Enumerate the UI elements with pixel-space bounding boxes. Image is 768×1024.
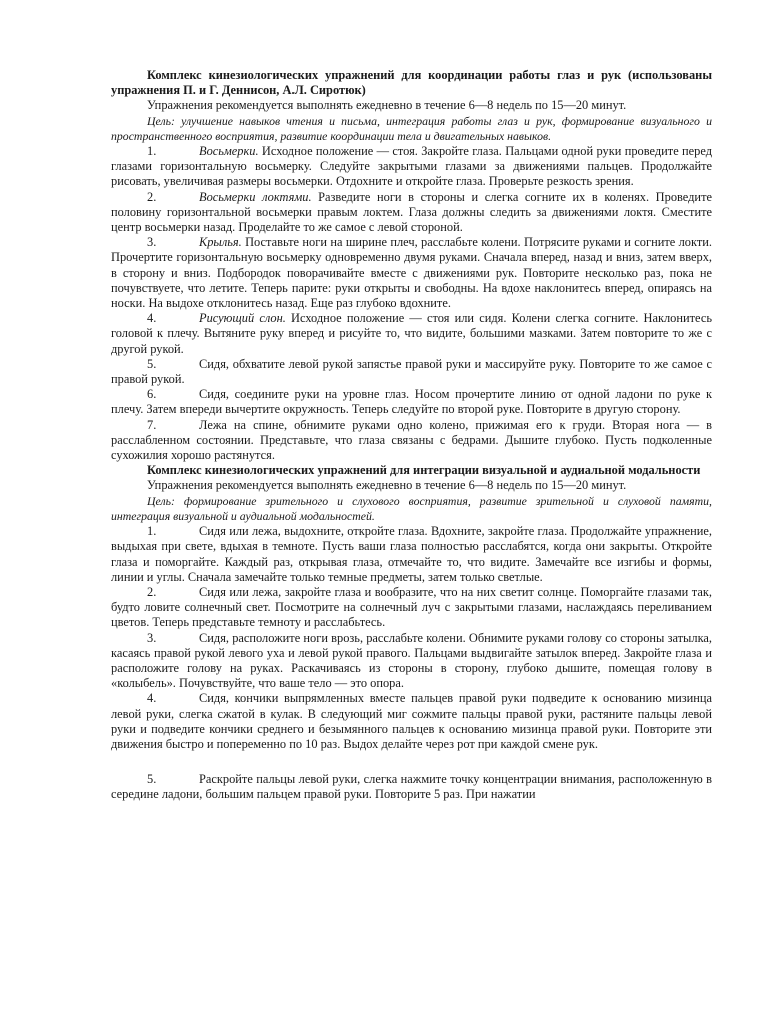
item-text: Разведите ноги в стороны и слегка согните их в коленях. Проведите половину горизонтальной восьмерки правым локтем. Глаза должны следить за движениями локтя. Сместите центр восьмерки назад. Проделайте то же самое с левой стороной. <box>111 189 712 235</box>
item-number: 3. <box>147 630 157 645</box>
item-name: Восьмерки. <box>199 144 259 159</box>
section-2-intro: Упражнения рекомендуется выполнять ежедневно в течение 6—8 недель по 15—20 минут. <box>147 478 627 493</box>
exercise-item <box>111 311 712 357</box>
exercise-item <box>111 190 712 236</box>
item-number: 3. <box>147 235 157 250</box>
item-text: Сидя или лежа, выдохните, откройте глаза. Вдохните, закройте глаза. Продолжайте упражнение, выдыхая при свете, вдыхая в темноте. Пусть ваши глаза полностью расслабятся, когда они закрыты. Откройте глаза и поморгайте. Каждый раз, открывая глаза, отмечайте то, что видите. Замечайте все изгибы и формы, линии и углы. Сначала замечайте только темные предметы, затем только светлые. <box>111 524 712 584</box>
item-name: Рисующий слон. <box>199 311 286 326</box>
item-number: 1. <box>147 524 157 539</box>
section-1-goal: Цель: улучшение навыков чтения и письма, интеграция работы глаз и рук, формирование визуального и пространственного восприятия, развитие координации тела и двигательных навыков. <box>111 113 712 143</box>
item-number: 1. <box>147 144 157 159</box>
exercise-item <box>111 585 712 631</box>
item-text: Раскройте пальцы левой руки, слегка нажмите точку концентрации внимания, расположенную в середине ладони, большим пальцем правой руки. Повторите 5 раз. При нажатии <box>111 772 712 802</box>
section-1-title: Комплекс кинезиологических упражнений для координации работы глаз и рук (использованы упражнения П. и Г. Деннисон, А.Л. Сиротюк) <box>111 68 712 98</box>
exercise-item <box>111 524 712 585</box>
item-text: Исходное положение — стоя. Закройте глаза. Пальцами одной руки проведите перед глазами горизонтальную восьмерку. Следуйте закрытыми глазами за движениями пальцев. Продолжайте рисовать, увеличивая размеры восьмерки. Отдохните и откройте глаза. Проверьте резкость зрения. <box>111 144 712 189</box>
item-number: 5. <box>147 356 157 371</box>
section-1-intro: Упражнения рекомендуется выполнять ежедневно в течение 6—8 недель по 15—20 минут. <box>147 98 627 113</box>
item-text: Сидя, кончики выпрямленных вместе пальцев правой руки подведите к основанию мизинца левой руки, слегка сжатой в кулак. В следующий миг сожмите пальцы правой руки, растяните пальцы левой руки и подведите кончики среднего и безымянного пальцев к основанию мизинца правой руки. Повторите эти движения быстро и попеременно по 10 раз. Выдох делайте через рот при каждой смене рук. <box>111 691 712 751</box>
item-number: 4. <box>147 691 157 706</box>
exercise-item <box>111 387 712 417</box>
item-number: 5. <box>147 772 157 787</box>
item-number: 2. <box>147 189 157 204</box>
item-text: Сидя или лежа, закройте глаза и вообразите, что на них светит солнце. Поморгайте глазами так, будто ловите солнечный свет. Посмотрите на солнечный луч с закрытыми глазами, наслаждаясь переливанием цветов. Теперь представьте темноту и расслабьтесь. <box>111 584 712 630</box>
section-2-title: Комплекс кинезиологических упражнений для интеграции визуальной и аудиальной модальности <box>147 463 701 478</box>
item-name: Восьмерки локтями. <box>199 189 312 204</box>
item-number: 6. <box>147 387 157 402</box>
item-text: Сидя, соедините руки на уровне глаз. Носом прочертите линию от одной ладони по руке к плечу. Затем впереди вычертите окружность. Теперь следуйте по второй руке. Повторите в другую сторону. <box>111 387 712 417</box>
exercise-item <box>111 772 712 802</box>
exercise-item <box>111 235 712 311</box>
item-text: Поставьте ноги на ширине плеч, расслабьте колени. Потрясите руками и согните локти. Прочертите горизонтальную восьмерку одновременно двумя руками. Сначала вперед, назад и вниз, затем вверх, в сторону и вниз. Подбородок поворачивайте вместе с движениями рук. Повторите несколько раз, пока не почувствуете, что летите. Теперь парите: руки открыты и свободны. На вдохе наклонитесь вперед, опираясь на носки. На выдохе отклонитесь назад. Еще раз глубоко вдохните. <box>111 235 712 311</box>
exercise-item <box>111 357 712 387</box>
paragraph-gap <box>111 752 712 772</box>
section-2-goal: Цель: формирование зрительного и слухового восприятия, развитие зрительной и слуховой памяти, интеграция визуальной и аудиальной модальностей. <box>111 493 712 523</box>
exercise-item <box>111 691 712 752</box>
item-number: 4. <box>147 311 157 326</box>
item-text: Сидя, обхватите левой рукой запястье правой руки и массируйте руку. Повторите то же самое с правой рукой. <box>111 356 712 387</box>
item-text: Исходное положение — стоя или сидя. Колени слегка согните. Наклонитесь головой к плечу. Вытяните руку вперед и рисуйте то, что видите, большими мазками. Затем повторите то же с другой рукой. <box>111 311 712 356</box>
exercise-item <box>111 631 712 692</box>
item-text: Сидя, расположите ноги врозь, расслабьте колени. Обнимите руками голову со стороны затылка, касаясь правой рукой левого уха и левой рукой правого. Пальцами выдвигайте затылок вперед. Закройте глаза и расположите голову на руках. Раскачиваясь из стороны в сторону, глубоко дышите, помещая голову в «колыбель». Почувствуйте, что ваше тело — это опора. <box>111 630 712 691</box>
item-name: Крылья. <box>199 235 242 250</box>
exercise-item <box>111 418 712 464</box>
item-number: 7. <box>147 417 157 432</box>
exercise-item <box>111 144 712 190</box>
item-text: Лежа на спине, обнимите руками одно колено, прижимая его к груди. Вторая нога — в расслабленном состоянии. Представьте, что глаза связаны с бедрами. Дышите глубоко. Пусть подколенные сухожилия хорошо растянутся. <box>111 417 712 463</box>
item-number: 2. <box>147 584 157 599</box>
